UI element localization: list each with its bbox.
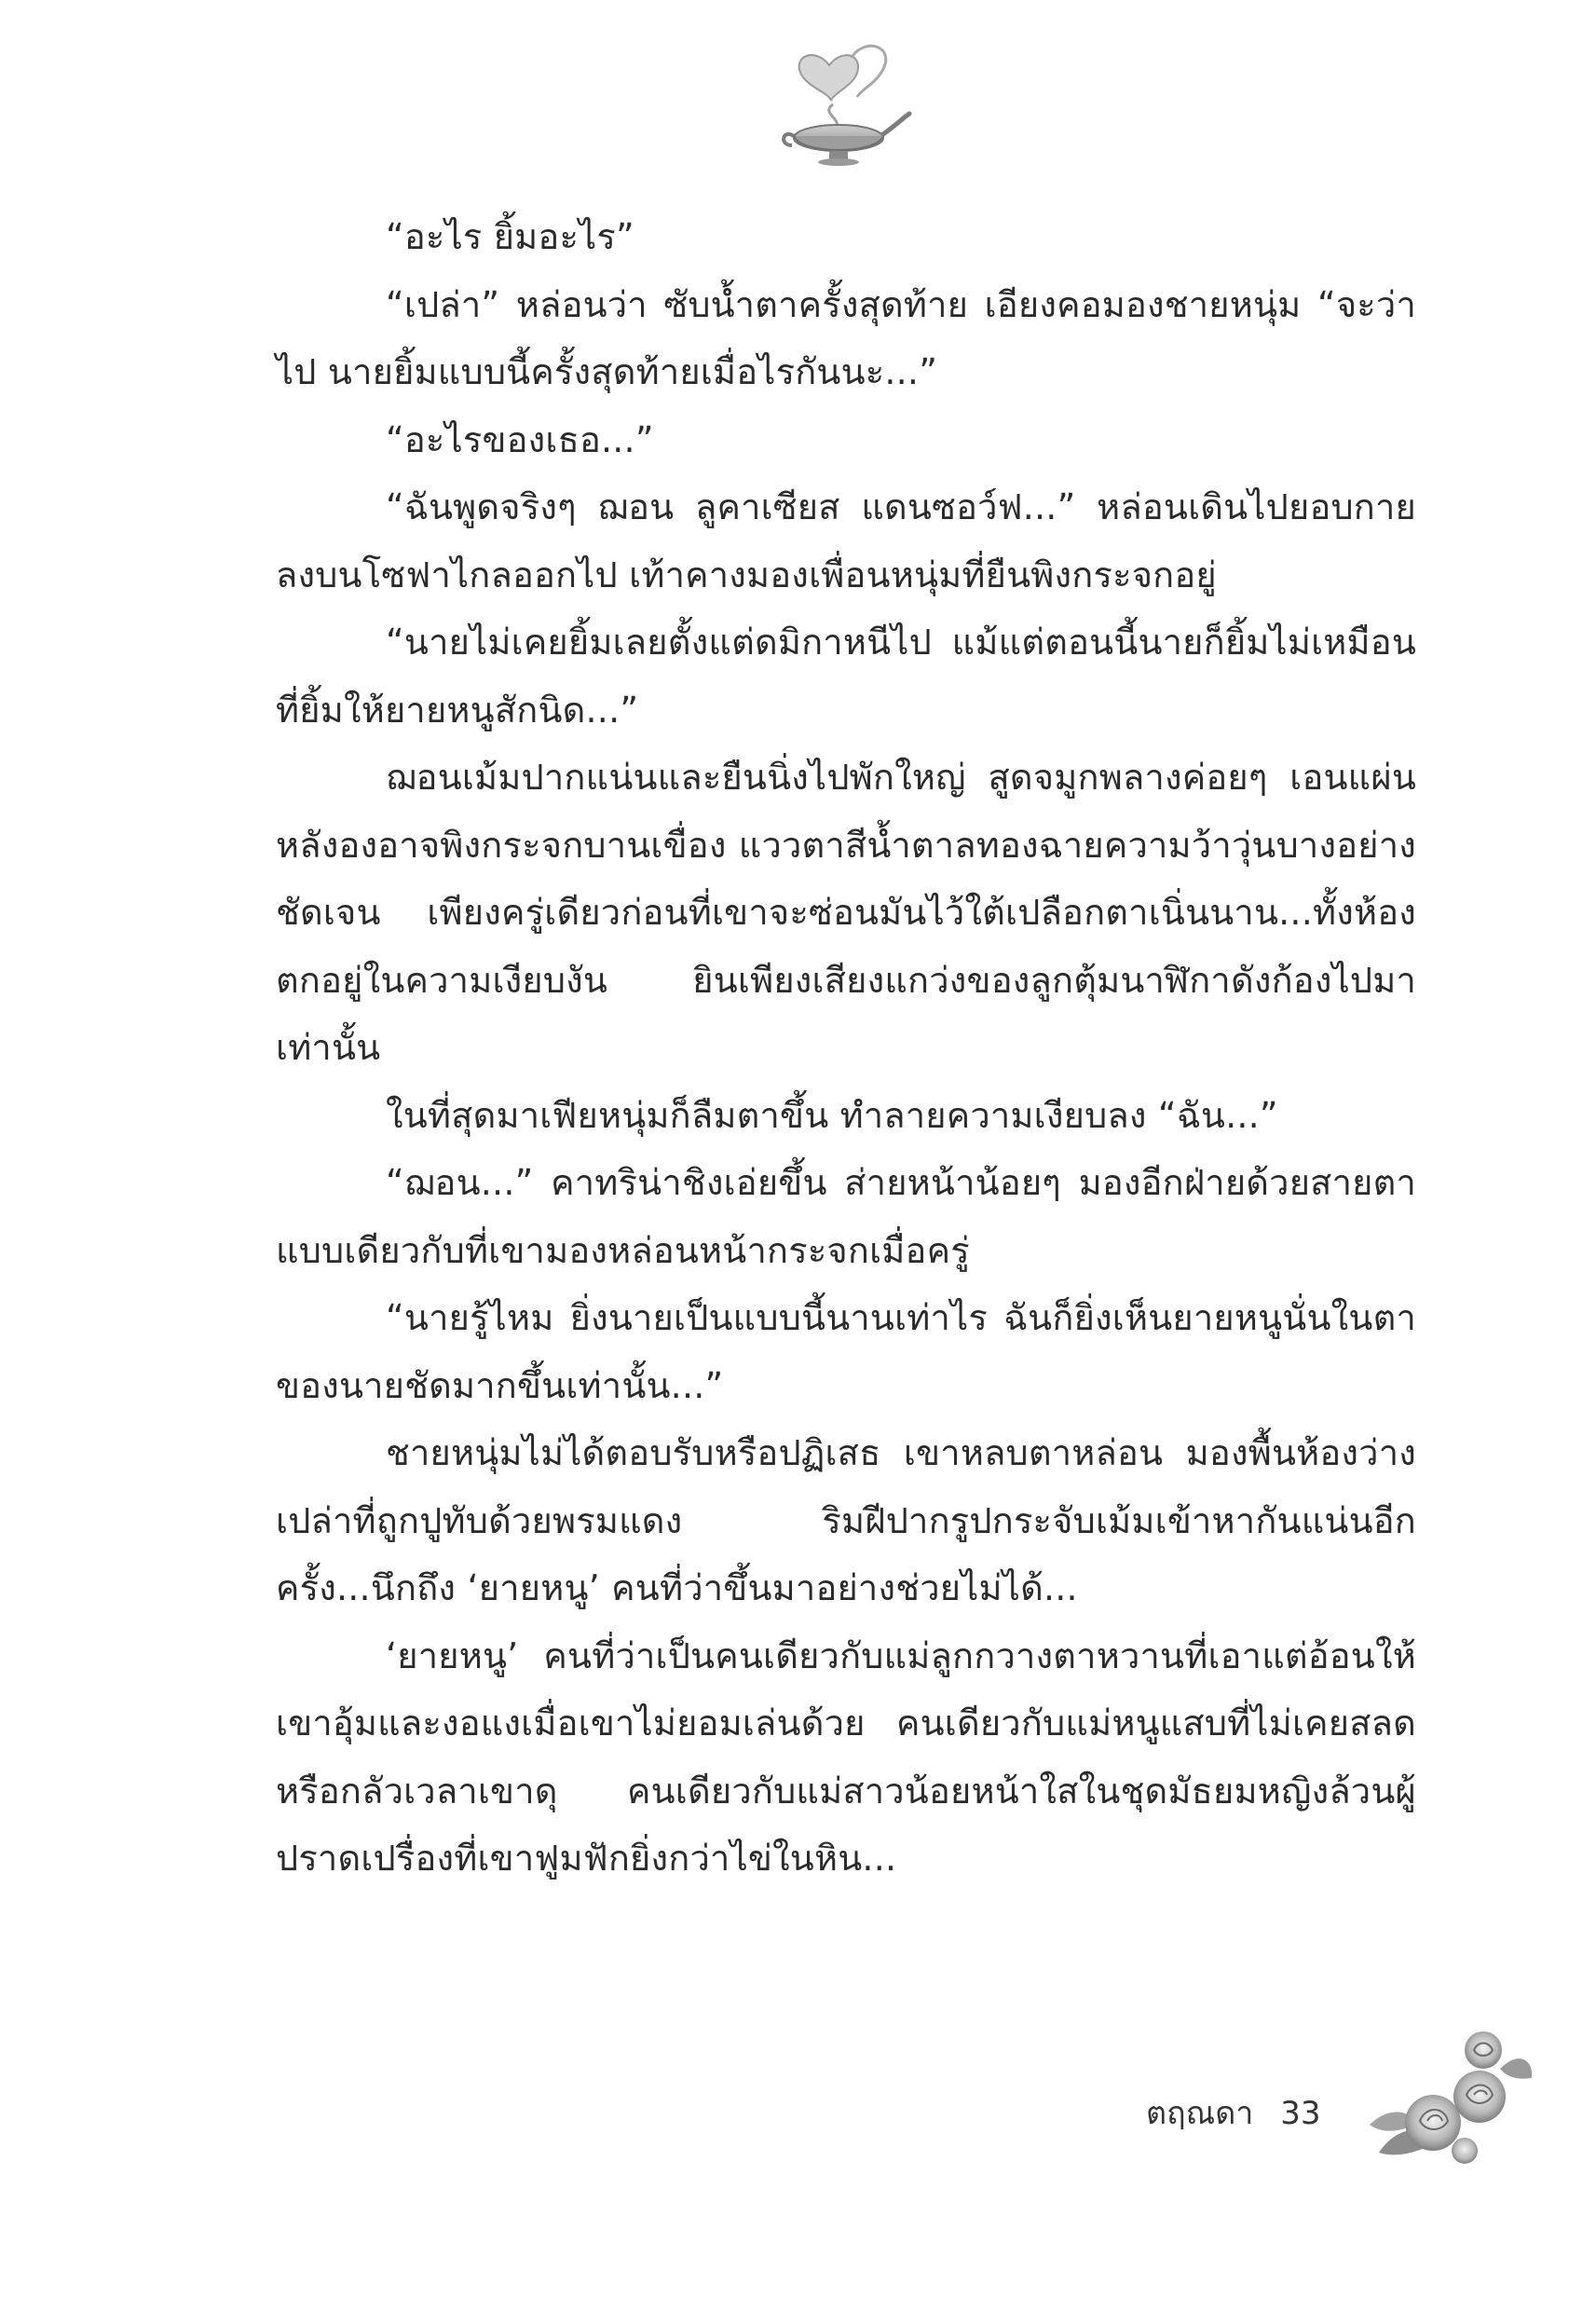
roses-ornament-icon [1360, 2013, 1537, 2171]
body-text [276, 203, 1416, 1893]
lamp-ornament-icon [764, 28, 913, 168]
paragraph: ในที่สุดมาเฟียหนุ่มก็ลืมตาขึ้น ทำลายความเงียบลง “ฉัน...” [386, 1094, 1278, 1136]
paragraph: “นายไม่เคยยิ้มเลยตั้งแต่ดมิกาหนีไป แม้แต่ตอนนี้นายก็ยิ้มไม่เหมือนที่ยิ้มให้ยายหนูสักนิด...” [276, 622, 1416, 731]
paragraph: “ฉันพูดจริงๆ ฌอน ลูคาเซียส แดนซอว์ฟ...” หล่อนเดินไปยอบกายลงบนโซฟาไกลออกไป เท้าคางมองเพื่อนหนุ่มที่ยืนพิงกระจกอยู่ [276, 486, 1416, 595]
book-title: ตฤณดา [1146, 2095, 1254, 2132]
page-number: 33 [1280, 2095, 1321, 2132]
paragraph: “เปล่า” หล่อนว่า ซับน้ำตาครั้งสุดท้าย เอียงคอมองชายหนุ่ม “จะว่าไป นายยิ้มแบบนี้ครั้งสุดท้ายเมื่อไรกันนะ...” [276, 283, 1416, 392]
paragraph: “อะไรของเธอ...” [386, 418, 654, 460]
paragraph: ‘ยายหนู’ คนที่ว่าเป็นคนเดียวกับแม่ลูกกวางตาหวานที่เอาแต่อ้อนให้เขาอุ้มและงอแงเมื่อเขาไม่ยอมเล่นด้วย คนเดียวกับแม่หนูแสบที่ไม่เคยสลดหรือกลัวเวลาเขาดุ คนเดียวกับแม่สาวน้อยหน้าใสในชุดมัธยมหญิงล้วนผู้ปราดเปรื่องที่เขาฟูมฟักยิ่งกว่าไข่ในหิน... [276, 1634, 1416, 1879]
paragraph: “ฌอน...” คาทริน่าชิงเอ่ยขึ้น ส่ายหน้าน้อยๆ มองอีกฝ่ายด้วยสายตาแบบเดียวกับที่เขามองหล่อนหน้ากระจกเมื่อครู่ [276, 1162, 1416, 1271]
paragraph: ฌอนเม้มปากแน่นและยืนนิ่งไปพักใหญ่ สูดจมูกพลางค่อยๆ เอนแผ่นหลังองอาจพิงกระจกบานเขื่อง แววตาสีน้ำตาลทองฉายความว้าวุ่นบางอย่างชัดเจน เพียงครู่เดียวก่อนที่เขาจะซ่อนมันไว้ใต้เปลือกตาเนิ่นนาน...ทั้งห้องตกอยู่ในความเงียบงัน ยินเพียงเสียงแกว่งของลูกตุ้มนาฬิกาดังก้องไปมาเท่านั้น [276, 757, 1416, 1068]
page-footer [1146, 2087, 1320, 2138]
paragraph: “อะไร ยิ้มอะไร” [386, 216, 634, 257]
paragraph: ชายหนุ่มไม่ได้ตอบรับหรือปฏิเสธ เขาหลบตาหล่อน มองพื้นห้องว่างเปล่าที่ถูกปูทับด้วยพรมแดง ริมฝีปากรูปกระจับเม้มเข้าหากันแน่นอีกครั้ง...นึกถึง ‘ยายหนู’ คนที่ว่าขึ้นมาอย่างช่วยไม่ได้... [276, 1432, 1416, 1608]
paragraph: “นายรู้ไหม ยิ่งนายเป็นแบบนี้นานเท่าไร ฉันก็ยิ่งเห็นยายหนูนั่นในตาของนายชัดมากขึ้นเท่านั้น...” [276, 1297, 1416, 1406]
